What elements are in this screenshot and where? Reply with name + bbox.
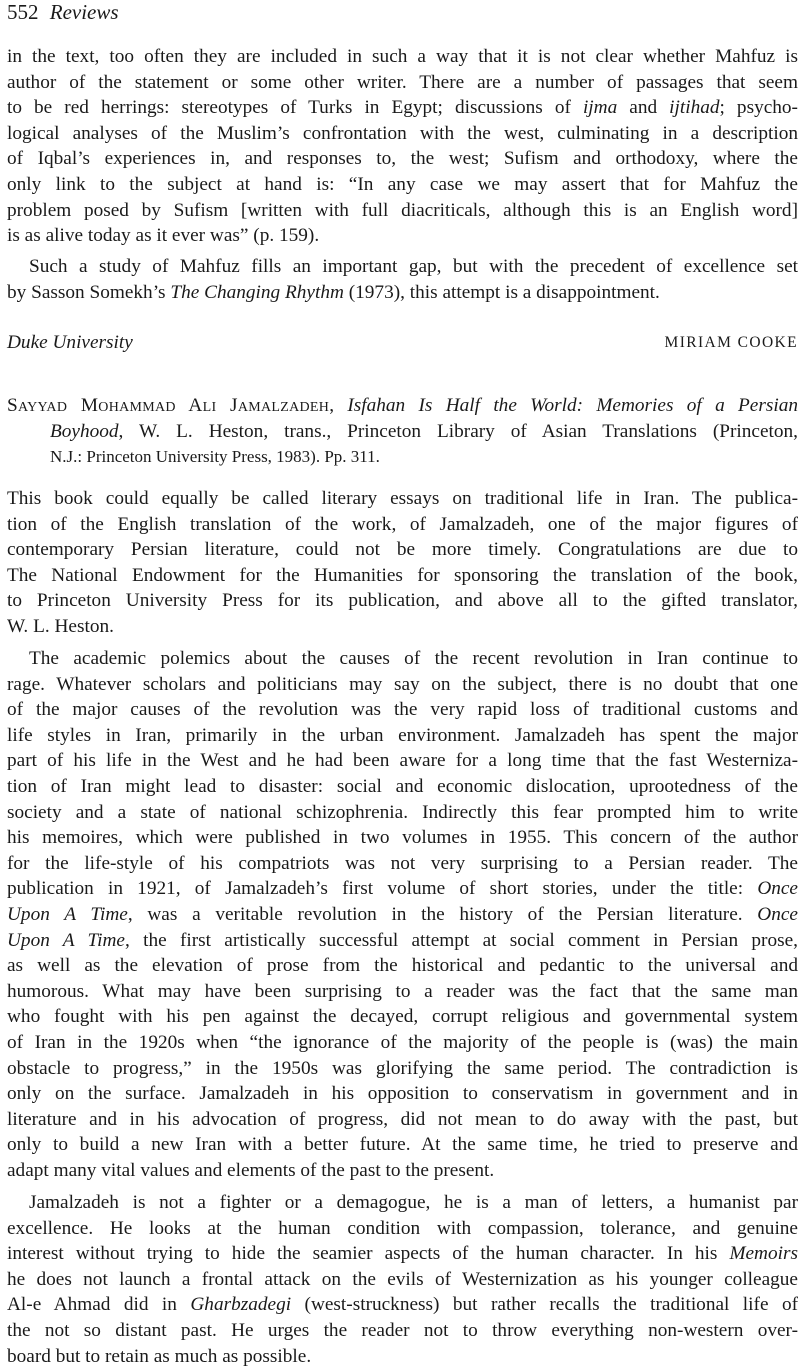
review2-paragraph-3 bbox=[7, 1190, 798, 1369]
reviewer-name: MIRIAM COOKE bbox=[664, 334, 798, 351]
text-segment: for the life-style of his compatriots was not very surprising to a Persian reader. The bbox=[7, 852, 798, 874]
text-line bbox=[7, 800, 798, 826]
text-line bbox=[7, 1292, 798, 1318]
text-segment: the not so distant past. He urges the reader not to throw everything non-western over- bbox=[7, 1319, 798, 1341]
text-segment: interest without trying to hide the seamier aspects of the human character. In his bbox=[7, 1243, 730, 1265]
text-line bbox=[7, 254, 798, 280]
italic-title: Gharbzadegi bbox=[190, 1294, 292, 1316]
text-line bbox=[7, 748, 798, 774]
text-segment: The National Endowment for the Humanities for sponsoring the translation of the book, bbox=[7, 564, 798, 586]
text-segment: of Iqbal’s experiences in, and responses to, the west; Sufism and orthodoxy, where the bbox=[7, 148, 798, 170]
text-line bbox=[7, 1107, 798, 1133]
text-line bbox=[7, 146, 798, 172]
italic-title: Upon A Time bbox=[7, 929, 125, 951]
text-line bbox=[7, 1344, 798, 1370]
text-segment: tion of Iran might lead to disaster: social and economic dislocation, uprootedness of the bbox=[7, 775, 798, 797]
text-segment: tion of the English translation of the work, of Jamalzadeh, one of the major figures of bbox=[7, 513, 798, 535]
text-line bbox=[7, 953, 798, 979]
text-segment: problem posed by Sufism [written with full diacriticals, although this is an English word] bbox=[7, 199, 798, 221]
book-title-part-1: Isfahan Is Half the World: Memories of a Persian bbox=[347, 395, 798, 416]
text-segment: This book could equally be called literary essays on traditional life in Iran. The publica- bbox=[7, 488, 798, 509]
text-segment: as well as the elevation of prose from the historical and pedantic to the universal and bbox=[7, 955, 798, 977]
review1-paragraph-2 bbox=[7, 254, 798, 305]
text-segment: rage. Whatever scholars and politicians may say on the subject, there is no doubt that one bbox=[7, 673, 798, 695]
running-title: Reviews bbox=[49, 0, 119, 24]
text-line bbox=[7, 44, 798, 70]
page-number: 552 bbox=[7, 0, 39, 24]
text-segment: The academic polemics about the causes of the recent revolution in Iran continue to bbox=[29, 648, 798, 669]
text-segment: life styles in Iran, primarily in the urban environment. Jamalzadeh has spent the major bbox=[7, 724, 798, 746]
book-author: Sayyad Mohammad Ali Jamalzadeh bbox=[7, 395, 330, 416]
text-segment: in the text, too often they are included in such a way that it is not clear whether Mahfuz is bbox=[7, 46, 798, 67]
text-segment: publication in 1921, of Jamalzadeh’s first volume of short stories, under the title: bbox=[7, 878, 758, 900]
text-line bbox=[7, 537, 798, 563]
text-segment: to be red herrings: stereotypes of Turks in Egypt; discussions of bbox=[7, 97, 583, 119]
citation-line-2 bbox=[7, 419, 798, 445]
text-line bbox=[7, 774, 798, 800]
text-segment: , the first artistically successful attempt at social comment in Persian prose, bbox=[125, 929, 798, 951]
text-line bbox=[7, 614, 798, 640]
italic-title: The Changing Rhythm bbox=[170, 281, 344, 303]
text-line bbox=[7, 851, 798, 877]
text-segment: to Princeton University Press for its publication, and above all to the gifted translator, bbox=[7, 590, 798, 612]
text-segment: and bbox=[617, 97, 670, 119]
text-segment: author of the statement or some other writer. There are a number of passages that seem bbox=[7, 71, 798, 93]
text-segment: Jamalzadeh is not a fighter or a demagogue, he is a man of letters, a humanist par bbox=[29, 1192, 798, 1213]
text-line bbox=[7, 486, 798, 512]
text-segment: excellence. He looks at the human condition with compassion, tolerance, and genuine bbox=[7, 1217, 798, 1239]
text-segment: contemporary Persian literature, could not be more timely. Congratulations are due to bbox=[7, 539, 798, 561]
text-line bbox=[7, 280, 798, 306]
text-line bbox=[7, 1081, 798, 1107]
citation-line-1: Sayyad Mohammad Ali Jamalzadeh, Isfahan Is Half the World: Memories of a Persian bbox=[7, 395, 798, 416]
text-segment: board but to retain as much as possible. bbox=[7, 1345, 312, 1367]
citation-details: , W. L. Heston, trans., Princeton Library of Asian Translations (Princeton, bbox=[118, 420, 798, 442]
review2-paragraph-2 bbox=[7, 646, 798, 1183]
text-segment: logical analyses of the Muslim’s confrontation with the west, culminating in a description bbox=[7, 122, 798, 144]
text-segment: W. L. Heston. bbox=[7, 615, 114, 637]
text-segment: (west-struckness) but rather recalls the traditional life of bbox=[291, 1294, 798, 1316]
text-line bbox=[7, 902, 798, 928]
italic-title: ijma bbox=[582, 97, 618, 119]
text-line bbox=[7, 1056, 798, 1082]
italic-title: Memoirs bbox=[729, 1243, 798, 1265]
text-line bbox=[7, 1318, 798, 1344]
text-segment: of the major causes of the revolution was the very rapid loss of traditional customs and bbox=[7, 699, 798, 721]
text-line bbox=[7, 1216, 798, 1242]
italic-title: Once bbox=[757, 903, 798, 925]
text-line bbox=[7, 672, 798, 698]
text-segment: he does not launch a frontal attack on the evils of Westernization as his younger colleague bbox=[7, 1268, 798, 1290]
text-line bbox=[7, 198, 798, 224]
text-segment: his memoires, which were published in two volumes in 1955. This concern of the author bbox=[7, 827, 798, 849]
text-segment: ; psycho- bbox=[719, 97, 798, 119]
text-segment: is as alive today as it ever was” (p. 159). bbox=[7, 225, 320, 247]
citation-line-3: N.J.: Princeton University Press, 1983). Pp. 311. bbox=[50, 447, 380, 467]
book-citation bbox=[7, 393, 798, 470]
review1-paragraph-1 bbox=[7, 44, 798, 249]
text-segment: only to build a new Iran with a better future. At the same time, he tried to preserve and bbox=[7, 1134, 798, 1156]
italic-title: Once bbox=[757, 878, 798, 900]
text-line bbox=[7, 1030, 798, 1056]
text-line bbox=[7, 723, 798, 749]
text-line bbox=[7, 1132, 798, 1158]
text-segment: by Sasson Somekh’s bbox=[7, 281, 171, 303]
text-segment: (1973), this attempt is a disappointment. bbox=[343, 281, 660, 303]
text-segment: only on the surface. Jamalzadeh in his opposition to conservatism in government and in bbox=[7, 1083, 798, 1105]
reviewer-affiliation: Duke University bbox=[7, 332, 133, 353]
review2-paragraph-1 bbox=[7, 486, 798, 640]
text-segment: obstacle to progress,” in the 1950s was glorifying the same period. The contradiction is bbox=[7, 1057, 798, 1079]
text-line bbox=[7, 979, 798, 1005]
text-segment: of Iran in the 1920s when “the ignorance of the majority of the people is (was) the main bbox=[7, 1031, 798, 1053]
text-line bbox=[7, 70, 798, 96]
text-segment: Such a study of Mahfuz fills an important gap, but with the precedent of excellence set bbox=[29, 256, 798, 277]
text-segment: , was a veritable revolution in the history of the Persian literature. bbox=[127, 903, 758, 925]
text-line bbox=[7, 876, 798, 902]
text-segment: humorous. What may have been surprising to a reader was the fact that the same man bbox=[7, 980, 798, 1002]
italic-title: Upon A Time bbox=[7, 903, 128, 925]
book-title-part-2: Boyhood bbox=[50, 420, 119, 442]
text-line bbox=[7, 563, 798, 589]
text-line bbox=[7, 1267, 798, 1293]
text-line bbox=[7, 95, 798, 121]
text-line bbox=[7, 1004, 798, 1030]
text-line bbox=[7, 223, 798, 249]
text-segment: society and a state of national schizophrenia. Indirectly this fear prompted him to write bbox=[7, 801, 798, 823]
text-line bbox=[7, 825, 798, 851]
text-segment: Al-e Ahmad did in bbox=[7, 1294, 191, 1316]
review1-signature bbox=[7, 330, 798, 356]
text-line bbox=[7, 1158, 798, 1184]
italic-title: ijtihad bbox=[669, 97, 720, 119]
text-segment: who fought with his pen against the decayed, corrupt religious and governmental system bbox=[7, 1006, 798, 1028]
text-segment: part of his life in the West and he had been aware for a long time that the fast Westerniza- bbox=[7, 750, 798, 772]
text-line bbox=[7, 588, 798, 614]
text-segment: only link to the subject at hand is: “In any case we may assert that for Mahfuz the bbox=[7, 173, 798, 195]
text-line bbox=[7, 172, 798, 198]
text-line bbox=[7, 121, 798, 147]
text-line bbox=[7, 928, 798, 954]
text-line bbox=[7, 697, 798, 723]
text-line bbox=[7, 1190, 798, 1216]
text-segment: adapt many vital values and elements of the past to the present. bbox=[7, 1159, 495, 1181]
text-segment: literature and in his advocation of progress, did not mean to do away with the past, but bbox=[7, 1108, 798, 1130]
text-line bbox=[7, 646, 798, 672]
text-line bbox=[7, 1241, 798, 1267]
running-head bbox=[7, 0, 119, 24]
text-line bbox=[7, 512, 798, 538]
